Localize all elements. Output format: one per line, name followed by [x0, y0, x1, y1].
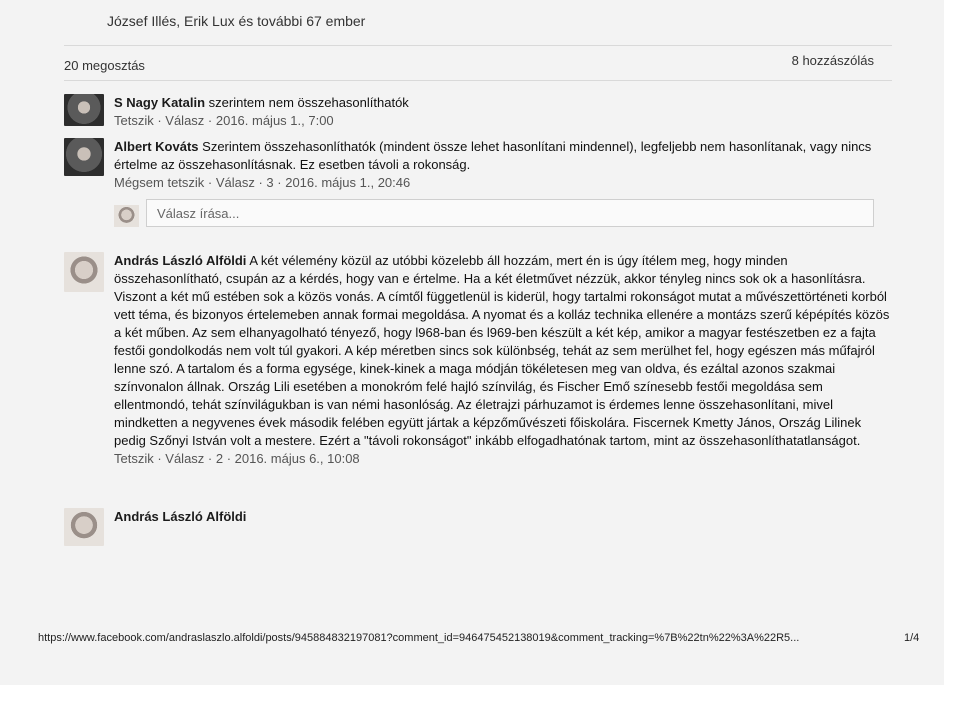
- comment-text: A két vélemény közül az utóbbi közelebb áll hozzám, mert én is úgy ítélem meg, hogy minden összehasonlítható, csupán az a kérdés, hogy van e értelme. Ha a két életművet nézzük, akkor tényleg nincs sok ok a hasonlításra. Viszont a két mű estében sok a közös vonás. A címtől függetlenül is kiderül, hogy tartalmi rokonságot mutat a művészettörténeti korból vett téma, és bizonyos értelemeben annak formai megoldása. A nyomat és a kolláz technika ellenére a montázs szerű képépítés közös a két műben. Az sem elhanyagolható tényező, hogy l968-ban és l969-ben készült a két kép, amikor a magyar festészetben ez a fajta festői gondolkodás nem volt túl gyakori. A kép méretben sincs sok különbség, tehát az sem merülhet fel, hogy egészen más műfajról lenne szó. A tartalom és a forma egysége, kinek-kinek a maga módján tökéletesen meg van oldva, és ezáltal azonos szakmai színvonalon állnak. Ország Lili esetében a monokróm felé hajló színvilág, és Fischer Emő színesebb festői megoldása sem ellentmondó, tehát színvilágukban is van némi hasonlóság. Az életrajzi párhuzamot is érdemes lenne összehasonlítani, mivel mindketten a negyvenes évek második felében együtt jártak a képzőművészeti főiskolára. Fiscernek Kmetty János, Ország Lilinek pedig Szőnyi István volt a mestere. Ezért a "távoli rokonságot" inkább elfogadhatónak tartom, mint az összehasonlíthatatlanságot.: [114, 253, 890, 448]
- comment-author[interactable]: András László Alföldi: [114, 253, 247, 268]
- avatar[interactable]: [64, 252, 104, 292]
- comment-body: [114, 94, 894, 112]
- avatar: [114, 205, 139, 227]
- comment: [64, 138, 894, 190]
- avatar[interactable]: [64, 94, 104, 126]
- shares-count[interactable]: 20 megosztás: [64, 58, 145, 73]
- reply-box: [114, 199, 876, 227]
- comment: [64, 94, 894, 128]
- comment-author[interactable]: Albert Kováts: [114, 139, 199, 154]
- comment-author[interactable]: András László Alföldi: [114, 509, 247, 524]
- comments-count[interactable]: 8 hozzászólás: [791, 53, 874, 68]
- print-page-number: 1/4: [904, 632, 920, 644]
- reply-input[interactable]: Válasz írása...: [146, 199, 874, 227]
- comment-meta[interactable]: Mégsem tetszik · Válasz · 3 · 2016. május 1., 20:46: [114, 175, 411, 190]
- comment-body: [114, 252, 894, 450]
- divider: [64, 80, 892, 81]
- scan-margin: [0, 685, 960, 720]
- avatar[interactable]: [64, 138, 104, 176]
- divider: [64, 45, 892, 46]
- comment-meta[interactable]: Tetszik · Válasz · 2016. május 1., 7:00: [114, 113, 334, 128]
- scan-edge: [944, 0, 960, 685]
- comment-body: [114, 508, 894, 526]
- reactions-summary[interactable]: József Illés, Erik Lux és további 67 ember: [107, 13, 366, 29]
- avatar[interactable]: [64, 508, 104, 546]
- comment: [64, 508, 894, 526]
- comment-body: [114, 138, 894, 174]
- comment-text: Szerintem összehasonlíthatók (mindent össze lehet hasonlítani mindennel), legfeljebb nem hasonlítanak, vagy nincs értelme az összehasonlításnak. Ez esetben távoli a rokonság.: [114, 139, 872, 172]
- comment-author[interactable]: S Nagy Katalin: [114, 95, 206, 110]
- print-footer-url: https://www.facebook.com/andraslaszlo.alfoldi/posts/945884832197081?comment_id=946475452138019&comment_tracking=%7B%22tn%22%3A%22R5...: [38, 632, 800, 644]
- comment: [64, 252, 894, 466]
- comment-text: szerintem nem összehasonlíthatók: [205, 95, 409, 110]
- comment-meta[interactable]: Tetszik · Válasz · 2 · 2016. május 6., 10:08: [114, 451, 360, 466]
